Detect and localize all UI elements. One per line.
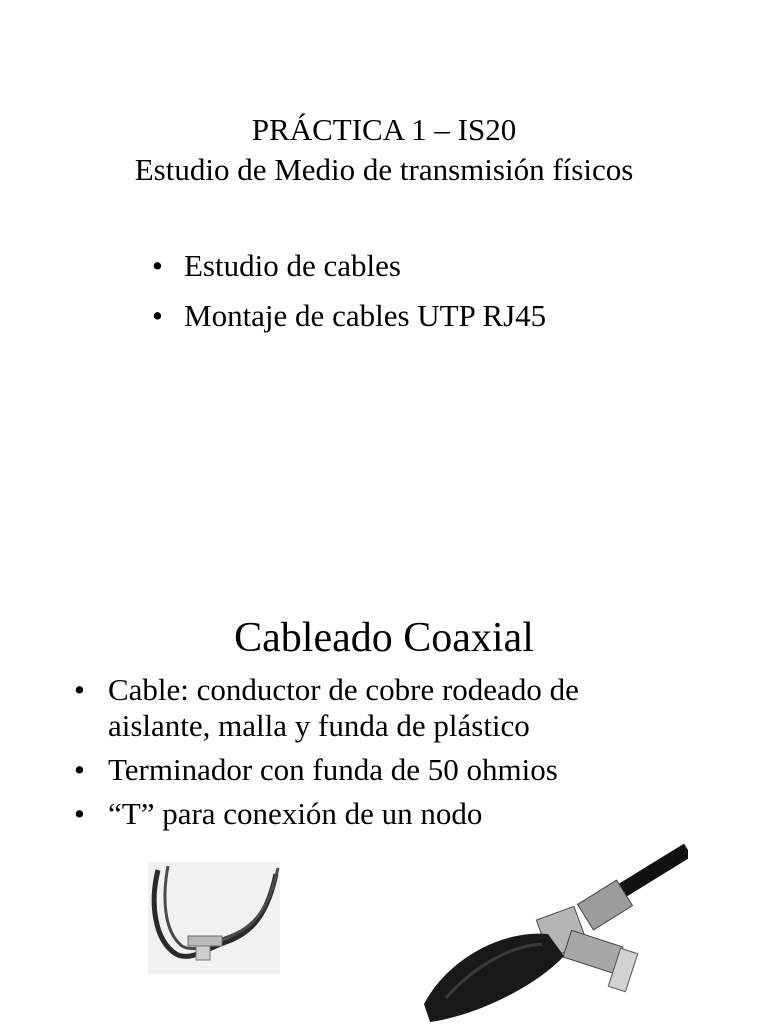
- bullet-item: [74, 796, 579, 832]
- bullet-text: Terminador con funda de 50 ohmios: [108, 752, 558, 787]
- bullet-marker: •: [74, 796, 85, 831]
- bullet-marker: •: [74, 672, 85, 707]
- bullet-item: [74, 752, 579, 788]
- slide-1-bullet-list: [152, 244, 546, 344]
- bullet-text: Montaje de cables UTP RJ45: [184, 298, 547, 333]
- bullet-text-line-1: Cable: conductor de cobre rodeado de: [108, 672, 579, 707]
- slide-2-bullet-list: [74, 672, 579, 840]
- title-line-2: Estudio de Medio de transmisión físicos: [134, 152, 634, 187]
- title-line-1: PRÁCTICA 1 – IS20: [251, 112, 517, 147]
- bullet-marker: •: [152, 298, 163, 333]
- coaxial-cable-photo: [148, 862, 280, 974]
- bullet-item: [152, 294, 546, 344]
- bullet-text: Estudio de cables: [184, 248, 401, 283]
- slide-2: [0, 560, 768, 1024]
- t-connector-photo: [416, 838, 688, 1024]
- slide-2-title: Cableado Coaxial: [234, 615, 534, 661]
- bullet-marker: •: [74, 752, 85, 787]
- bullet-text-line-2: aislante, malla y funda de plástico: [108, 708, 530, 743]
- bullet-marker: •: [152, 248, 163, 283]
- bullet-item: [74, 672, 579, 744]
- bullet-item: [152, 244, 546, 294]
- slide-1-title: [0, 110, 768, 190]
- bullet-text: “T” para conexión de un nodo: [108, 796, 483, 831]
